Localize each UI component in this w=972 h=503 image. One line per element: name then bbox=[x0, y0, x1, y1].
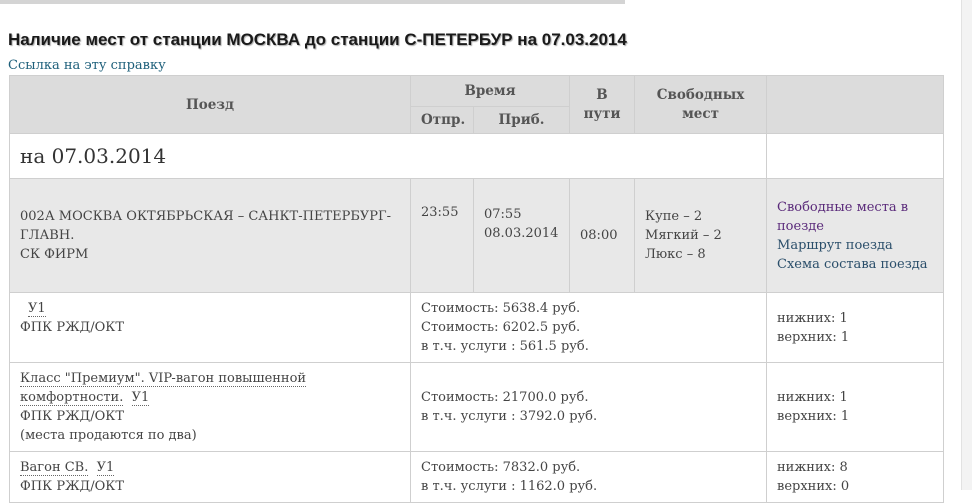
date-label: на 07.03.2014 bbox=[10, 134, 767, 179]
car-1-price-2: Стоимость: 6202.5 руб. bbox=[421, 320, 581, 335]
train-name-line2: ГЛАВН. bbox=[20, 228, 75, 243]
car-2-desc-line1[interactable]: Класс "Премиум". VIP-вагон повышенной bbox=[20, 371, 307, 386]
car-2-price-cell bbox=[411, 363, 767, 452]
car-3-desc-cell bbox=[10, 452, 411, 503]
train-name-cell bbox=[10, 179, 411, 293]
train-category: СК ФИРМ bbox=[20, 247, 89, 262]
car-3-service-fee: в т.ч. услуги : 1162.0 руб. bbox=[421, 479, 598, 494]
car-1-upper-seats: верхних: 1 bbox=[777, 330, 850, 345]
seat-summary-kupe: Купе – 2 bbox=[645, 209, 703, 224]
car-1-lower-seats: нижних: 1 bbox=[777, 311, 848, 326]
car-2-carrier: ФПК РЖД/ОКТ bbox=[20, 409, 125, 424]
car-1-desc-cell bbox=[10, 293, 411, 363]
car-2-lower-seats: нижних: 1 bbox=[777, 390, 848, 405]
car-2-upper-seats: верхних: 1 bbox=[777, 409, 850, 424]
car-2-seats-cell bbox=[767, 363, 944, 452]
page-title: Наличие мест от станции МОСКВА до станции С-ПЕТЕРБУР на 07.03.2014 bbox=[8, 30, 627, 49]
seat-summary-soft: Мягкий – 2 bbox=[645, 228, 722, 243]
seat-summary-lux: Люкс – 8 bbox=[645, 247, 706, 262]
right-scroll-edge bbox=[961, 0, 972, 490]
car-2-class-code[interactable]: У1 bbox=[131, 390, 150, 405]
car-2-note: (места продаются по два) bbox=[20, 428, 197, 443]
arrival-cell bbox=[474, 179, 570, 293]
header-departure: Отпр. bbox=[411, 107, 474, 134]
car-3-desc[interactable]: Вагон СВ. bbox=[20, 460, 89, 475]
train-links-cell bbox=[767, 179, 944, 293]
header-time: Время bbox=[411, 76, 570, 107]
car-3-price-cell bbox=[411, 452, 767, 503]
car-3-lower-seats: нижних: 8 bbox=[777, 460, 848, 475]
car-1-service-fee: в т.ч. услуги : 561.5 руб. bbox=[421, 339, 589, 354]
car-3-seats-cell bbox=[767, 452, 944, 503]
header-in-transit-line1: В bbox=[596, 86, 608, 103]
top-divider bbox=[0, 0, 625, 4]
composition-link[interactable]: Схема состава поезда bbox=[777, 256, 928, 272]
car-3-class-code[interactable]: У1 bbox=[96, 460, 115, 475]
free-seats-link-line1[interactable]: Свободные места в bbox=[777, 199, 909, 215]
car-3-price-1: Стоимость: 7832.0 руб. bbox=[421, 460, 581, 475]
header-free-seats bbox=[635, 76, 767, 134]
train-row bbox=[10, 179, 944, 293]
car-row-2 bbox=[10, 363, 944, 452]
car-1-price-1: Стоимость: 5638.4 руб. bbox=[421, 301, 581, 316]
arrival-date: 08.03.2014 bbox=[484, 226, 559, 241]
car-row-1 bbox=[10, 293, 944, 363]
departure-time: 23:55 bbox=[411, 179, 474, 293]
car-1-class-line bbox=[20, 299, 400, 318]
car-2-desc-cell bbox=[10, 363, 411, 452]
car-1-carrier: ФПК РЖД/ОКТ bbox=[20, 320, 125, 335]
header-links bbox=[767, 76, 944, 134]
car-row-3 bbox=[10, 452, 944, 503]
header-in-transit bbox=[570, 76, 635, 134]
header-train: Поезд bbox=[10, 76, 411, 134]
availability-table bbox=[9, 75, 944, 503]
travel-duration: 08:00 bbox=[570, 179, 635, 293]
arrival-time: 07:55 bbox=[484, 207, 522, 222]
seat-summary-cell bbox=[635, 179, 767, 293]
car-2-price-1: Стоимость: 21700.0 руб. bbox=[421, 390, 589, 405]
car-1-seats-cell bbox=[767, 293, 944, 363]
header-free-seats-line2: мест bbox=[682, 105, 719, 122]
car-3-desc-line bbox=[20, 458, 400, 477]
car-3-carrier: ФПК РЖД/ОКТ bbox=[20, 479, 125, 494]
free-seats-link-line2[interactable]: поезде bbox=[777, 218, 824, 234]
header-free-seats-line1: Свободных bbox=[656, 86, 745, 103]
car-2-desc-line2-wrap bbox=[20, 388, 400, 407]
train-name-line1: 002А МОСКВА ОКТЯБРЬСКАЯ – САНКТ-ПЕТЕРБУРГ- bbox=[20, 209, 392, 224]
car-1-class-code[interactable]: У1 bbox=[28, 301, 46, 316]
reference-link[interactable]: Ссылка на эту справку bbox=[8, 58, 166, 73]
header-arrival: Приб. bbox=[474, 107, 570, 134]
car-2-service-fee: в т.ч. услуги : 3792.0 руб. bbox=[421, 409, 598, 424]
car-1-price-cell bbox=[411, 293, 767, 363]
route-link[interactable]: Маршрут поезда bbox=[777, 237, 893, 253]
car-3-upper-seats: верхних: 0 bbox=[777, 479, 850, 494]
date-row-empty-cell bbox=[767, 134, 944, 179]
header-in-transit-line2: пути bbox=[583, 105, 621, 122]
car-2-desc-line2[interactable]: комфортности. bbox=[20, 390, 124, 405]
